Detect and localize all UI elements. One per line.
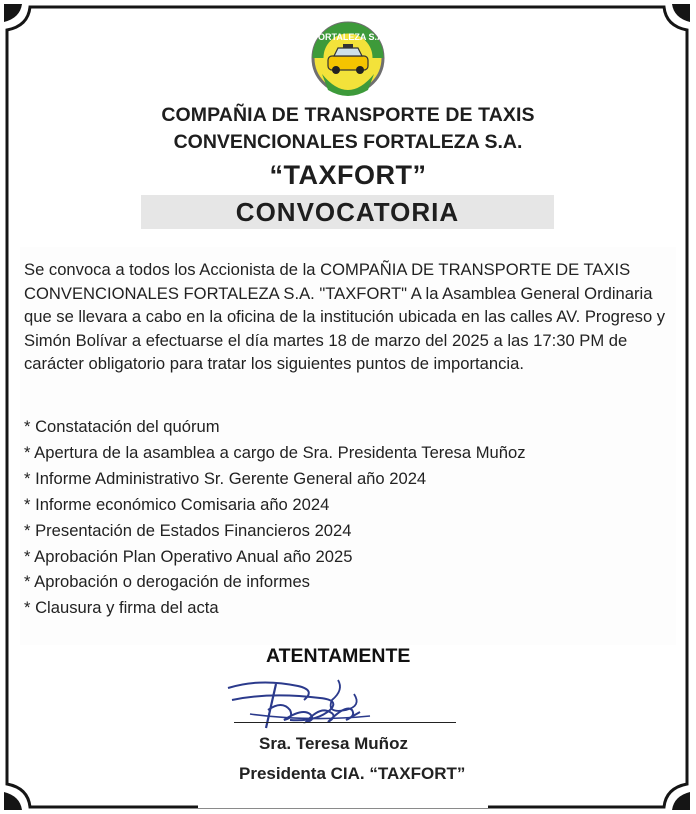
agenda-item: * Clausura y firma del acta <box>24 595 526 621</box>
signer-title: Presidenta CIA. “TAXFORT” <box>239 764 466 783</box>
heading-banner <box>141 195 554 229</box>
closing-text: ATENTAMENTE <box>266 645 411 667</box>
agenda-item: * Apertura de la asamblea a cargo de Sra. Presidenta Teresa Muñoz <box>24 440 526 466</box>
agenda-item: * Informe Administrativo Sr. Gerente General año 2024 <box>24 466 526 492</box>
company-logo <box>308 20 388 100</box>
announcement-paragraph: Se convoca a todos los Accionista de la COMPAÑIA DE TRANSPORTE DE TAXIS CONVENCIONALES FORTALEZA S.A. "TAXFORT" A la Asamblea General Ordinaria que se llevara a cabo en la oficina de la institución ubicada en las calles AV. Progreso y Simón Bolívar a efectuarse el día martes 18 de marzo del 2025 a las 17:30 PM de carácter obligatorio para tratar los siguientes puntos de importancia. <box>24 260 666 373</box>
signer-name: Sra. Teresa Muñoz <box>259 734 408 753</box>
agenda-item: * Aprobación o derogación de informes <box>24 569 526 595</box>
company-name-line-1: COMPAÑIA DE TRANSPORTE DE TAXIS <box>161 104 535 126</box>
agenda-item: * Constatación del quórum <box>24 414 526 440</box>
handwritten-signature <box>220 670 460 738</box>
agenda-item: * Informe económico Comisaria año 2024 <box>24 492 526 518</box>
agenda-item: * Presentación de Estados Financieros 2024 <box>24 518 526 544</box>
logo-text: FORTALEZA S.A <box>312 32 384 42</box>
agenda-item: * Aprobación Plan Operativo Anual año 2025 <box>24 544 526 570</box>
agenda-list <box>24 414 526 621</box>
signature-line <box>234 722 456 723</box>
page-title: CONVOCATORIA <box>235 196 460 227</box>
company-name-line-2: CONVENCIONALES FORTALEZA S.A. <box>173 131 523 153</box>
brand-name: “TAXFORT” <box>269 160 427 190</box>
